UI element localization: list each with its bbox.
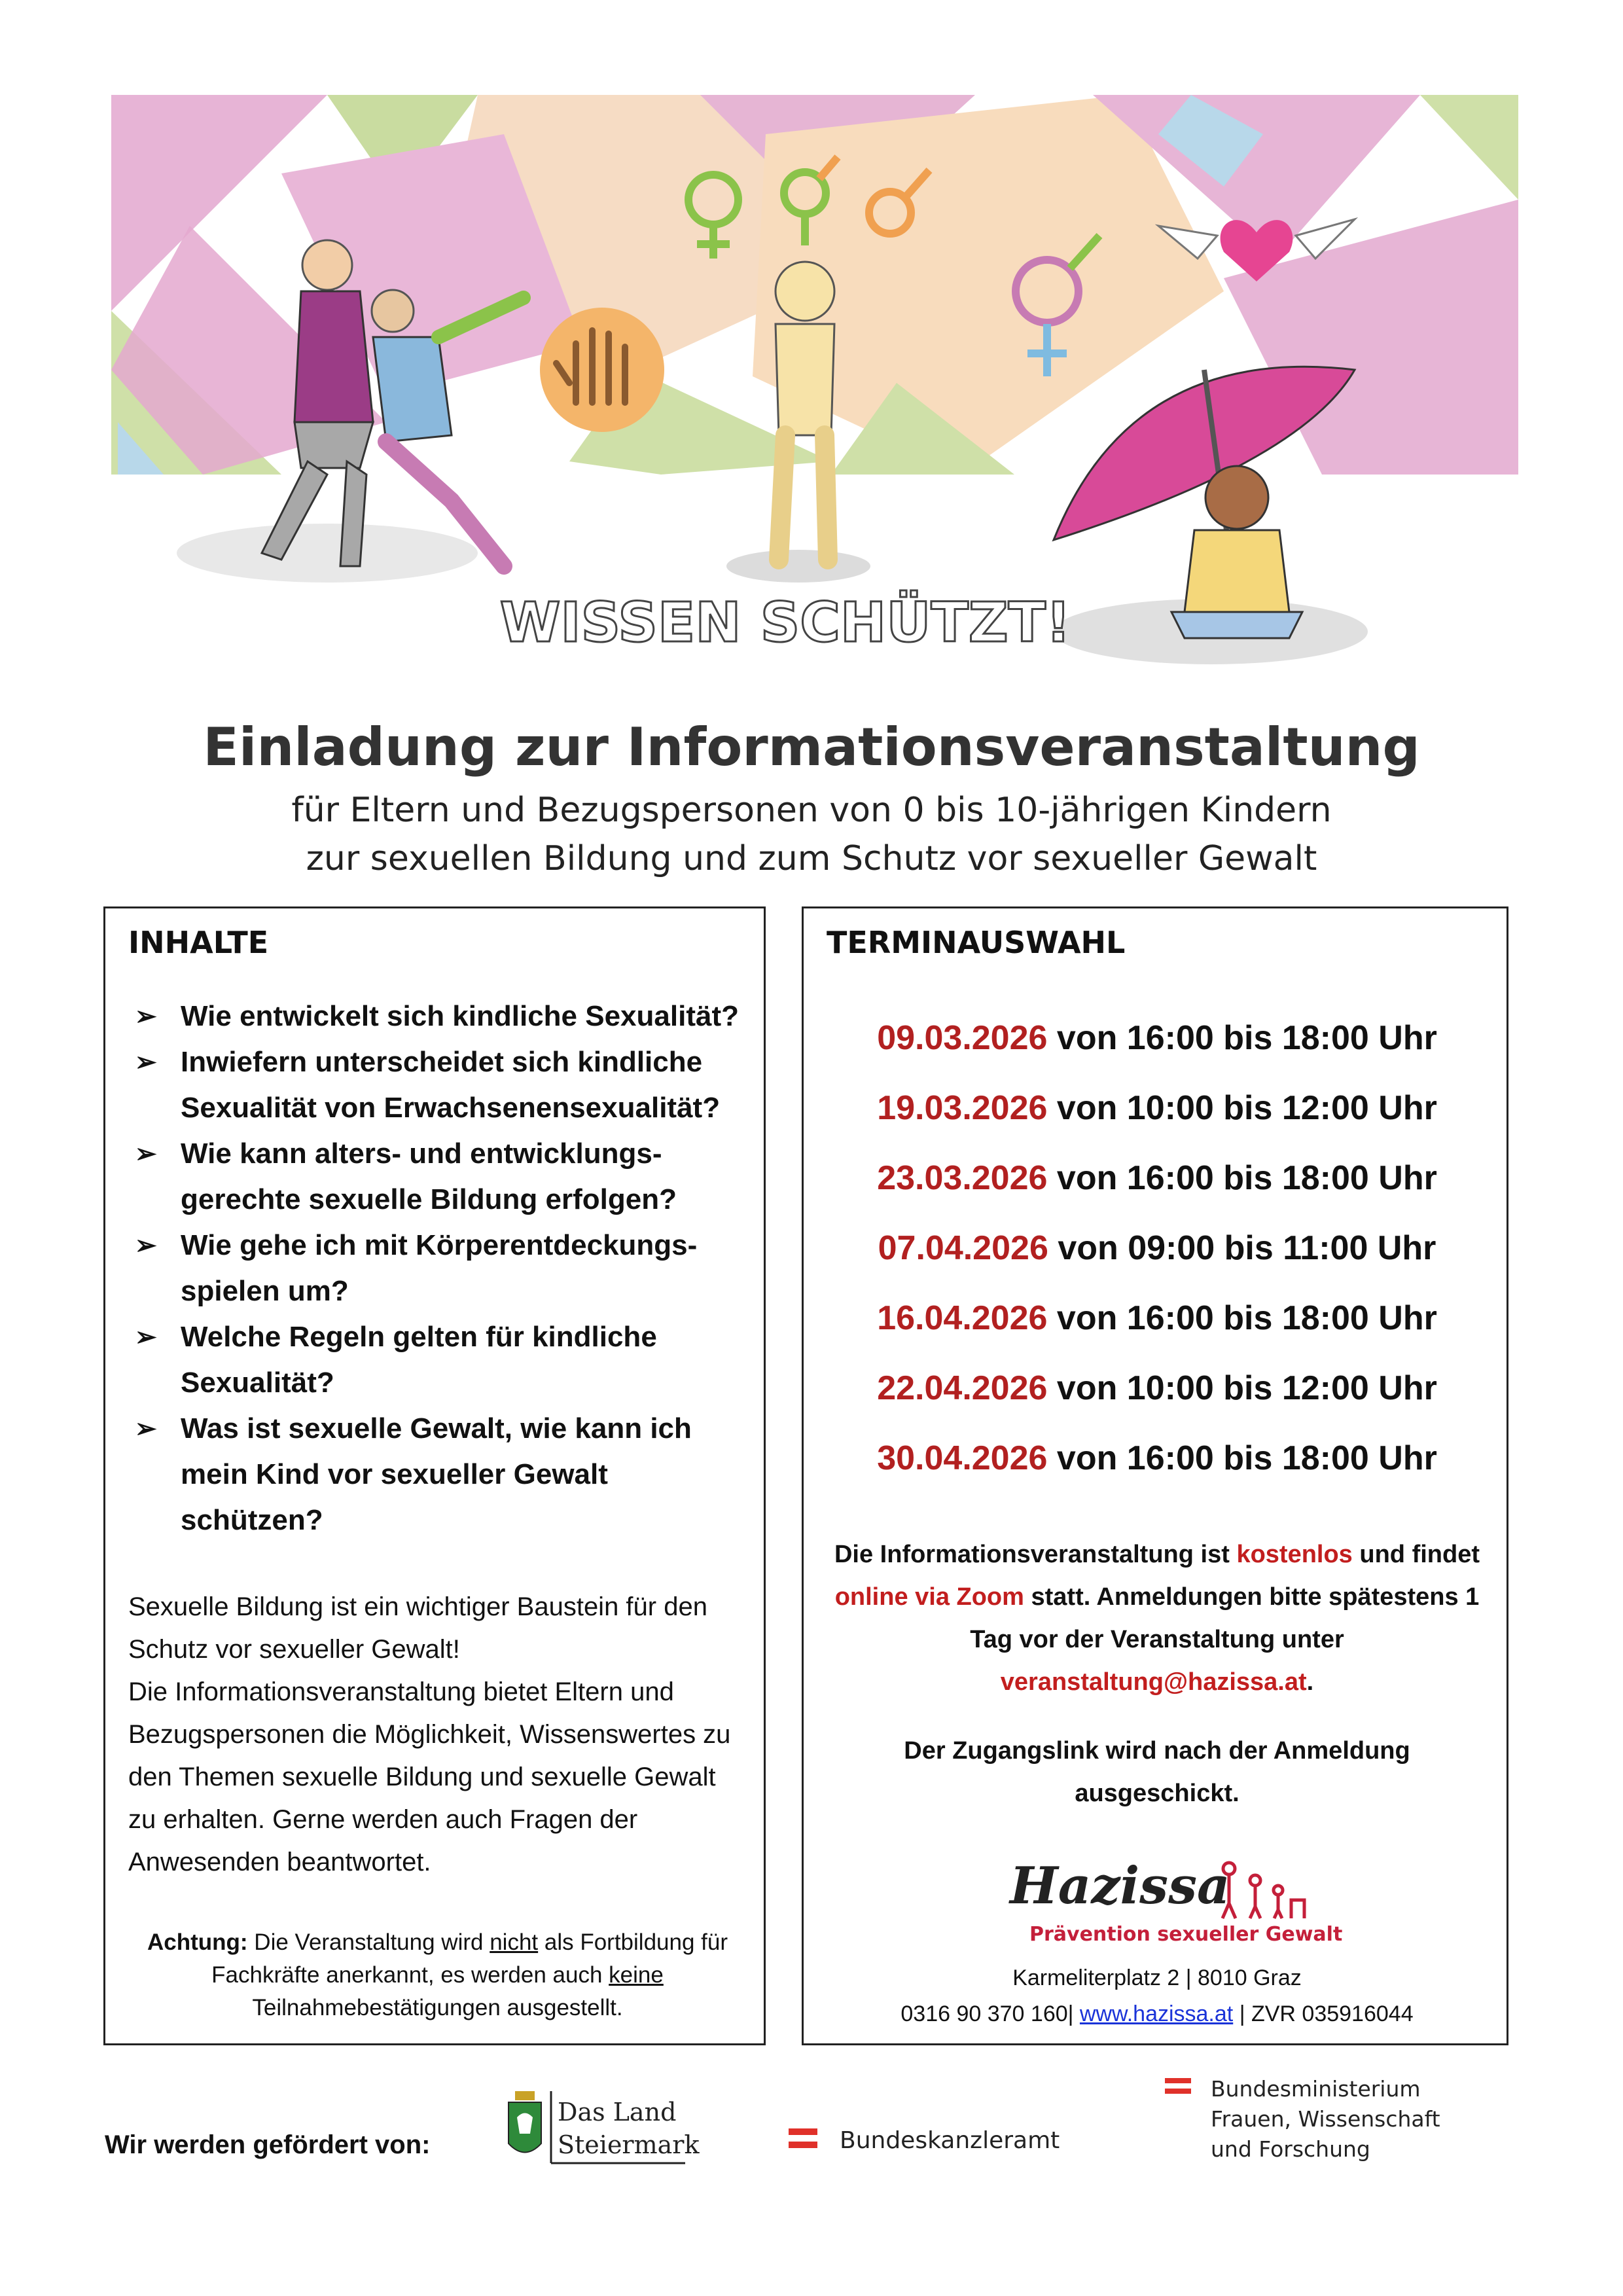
steiermark-coat-of-arms-icon <box>508 2091 541 2153</box>
svg-text:Hazissa: Hazissa <box>1010 1856 1230 1916</box>
phone-number: 0316 90 370 160| <box>901 2001 1080 2026</box>
description-line1: Sexuelle Bildung ist ein wichtiger Baustein für den Schutz vor sexueller Gewalt! <box>128 1592 707 1664</box>
date-list <box>804 1003 1510 1494</box>
svg-text:Das Land: Das Land <box>558 2098 677 2126</box>
list-item: ➢ Wie kann alters- und entwicklungs-gerechte sexuelle Bildung erfolgen? <box>128 1131 757 1223</box>
date-row: 23.03.2026 von 16:00 bis 18:00 Uhr <box>877 1159 1437 1197</box>
arrow-bullet-icon: ➢ <box>135 1002 157 1031</box>
banner-illustration <box>111 95 1518 684</box>
family-figures-icon <box>1222 1863 1304 1918</box>
list-item: ➢ Wie gehe ich mit Körperentdeckungs-spielen um? <box>128 1223 757 1314</box>
registration-email-link[interactable]: veranstaltung@hazissa.at <box>1000 1668 1307 1696</box>
svg-text:und Forschung: und Forschung <box>1211 2136 1370 2162</box>
date-row: 16.04.2026 von 16:00 bis 18:00 Uhr <box>877 1299 1437 1337</box>
svg-text:Bundesministerium: Bundesministerium <box>1211 2076 1421 2102</box>
attention-note: Achtung: Die Veranstaltung wird nicht als Fortbildung für Fachkräfte anerkannt, es werden auch keine Teilnahmebestätigungen ausgestellt. <box>147 1929 728 2020</box>
banner-wordmark: WISSEN SCHÜTZT! <box>499 590 1071 655</box>
arrow-bullet-icon: ➢ <box>135 1048 157 1077</box>
page-subtitle-line2: zur sexuellen Bildung und zum Schutz vor sexueller Gewalt <box>306 839 1317 878</box>
svg-text:Bundeskanzleramt: Bundeskanzleramt <box>840 2127 1060 2154</box>
list-item: ➢ Wie entwickelt sich kindliche Sexualität? <box>128 994 757 1039</box>
access-link-note: Der Zugangslink wird nach der Anmeldung ausgeschickt. <box>904 1737 1410 1807</box>
land-steiermark-logo <box>505 2088 700 2166</box>
date-row: 19.03.2026 von 10:00 bis 12:00 Uhr <box>877 1089 1437 1127</box>
website-link[interactable]: www.hazissa.at <box>1079 2001 1234 2026</box>
list-item: ➢ Was ist sexuelle Gewalt, wie kann ich mein Kind vor sexueller Gewalt schützen? <box>128 1406 757 1543</box>
contact-line <box>804 2001 1510 2027</box>
arrow-bullet-icon: ➢ <box>135 1414 157 1443</box>
sponsors-label: Wir werden gefördert von: <box>105 2130 431 2159</box>
austrian-flag-icon <box>1165 2078 1191 2094</box>
dates-box <box>802 906 1508 2045</box>
bundesministerium-logo <box>1165 2072 1479 2170</box>
arrow-bullet-icon: ➢ <box>135 1323 157 1352</box>
topics-list <box>128 994 757 1543</box>
bundeskanzleramt-logo <box>789 2121 1103 2160</box>
content-topics-box <box>103 906 766 2045</box>
date-row: 22.04.2026 von 10:00 bis 12:00 Uhr <box>877 1369 1437 1407</box>
date-row: 09.03.2026 von 16:00 bis 18:00 Uhr <box>877 1019 1437 1057</box>
svg-text:Frauen, Wissenschaft: Frauen, Wissenschaft <box>1211 2106 1440 2132</box>
stop-hand-icon <box>540 308 664 432</box>
postal-address: Karmeliterplatz 2 | 8010 Graz <box>1012 1965 1302 1990</box>
description-line2: Die Informationsveranstaltung bietet Eltern und Bezugspersonen die Möglichkeit, Wissenswertes zu den Themen sexuelle Bildung und sexuelle Gewalt zu erhalten. Gerne werden auch Fragen der Anwesenden beantwortet. <box>128 1677 731 1876</box>
date-row: 30.04.2026 von 16:00 bis 18:00 Uhr <box>877 1439 1437 1477</box>
zvr-number: | ZVR 035916044 <box>1233 2001 1414 2026</box>
event-info-text: Die Informationsveranstaltung ist kostenlos und findet online via Zoom statt. Anmeldungen bitte spätestens 1 Tag vor der Veranstaltung unter veranstaltung@hazissa.at. <box>834 1541 1480 1696</box>
arrow-bullet-icon: ➢ <box>135 1139 157 1168</box>
topics-heading: INHALTE <box>128 925 269 960</box>
date-row: 07.04.2026 von 09:00 bis 11:00 Uhr <box>878 1229 1436 1267</box>
list-item: ➢ Welche Regeln gelten für kindliche Sexualität? <box>128 1314 757 1406</box>
list-item: ➢ Inwiefern unterscheidet sich kindliche Sexualität von Erwachsenensexualität? <box>128 1039 757 1131</box>
svg-text:Prävention sexueller Gewalt: Prävention sexueller Gewalt <box>1029 1923 1343 1946</box>
svg-text:Steiermark: Steiermark <box>558 2130 700 2159</box>
description-paragraph <box>128 1586 747 1884</box>
page-title: Einladung zur Informationsveranstaltung <box>203 717 1420 778</box>
dates-heading: TERMINAUSWAHL <box>827 925 1126 960</box>
austrian-flag-icon <box>789 2128 817 2148</box>
page-subtitle-line1: für Eltern und Bezugspersonen von 0 bis 10-jährigen Kindern <box>291 791 1332 830</box>
arrow-bullet-icon: ➢ <box>135 1231 157 1260</box>
hazissa-logo <box>1003 1854 1343 1949</box>
